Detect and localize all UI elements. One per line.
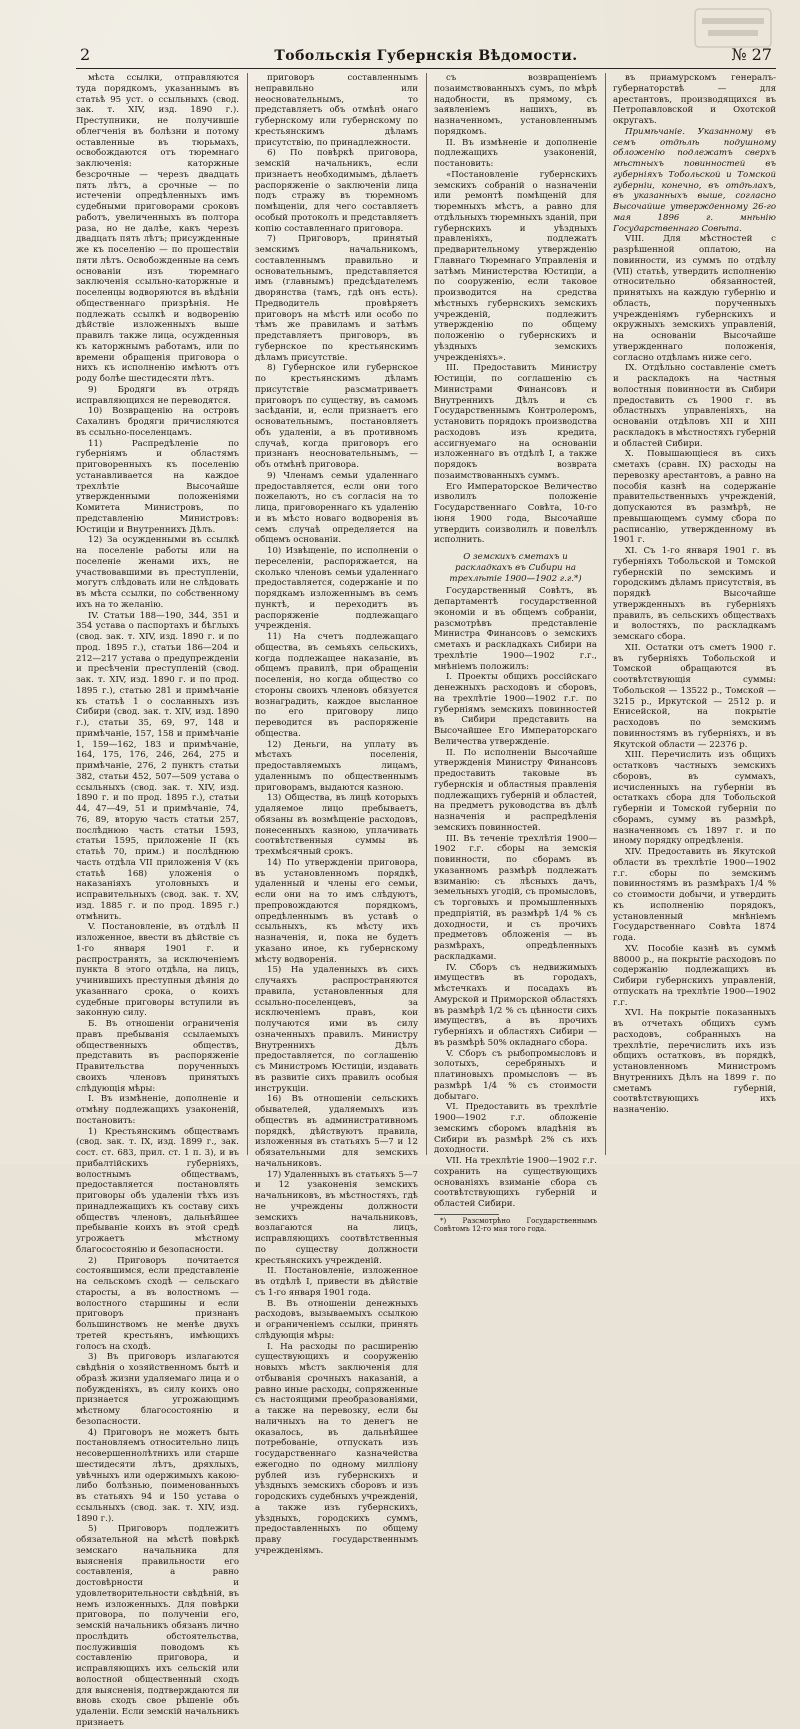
newspaper-title: Тобольскія Губернскія Вѣдомости. xyxy=(274,48,578,64)
paragraph: V. Сборъ съ рыбопромысловъ и золотыхъ, серебряныхъ и платиновыхъ промысловъ — въ размѣрѣ 1/4 % съ стоимости добытаго. xyxy=(434,1048,597,1102)
paragraph: Его Императорское Величество изволилъ положеніе Государственнаго Совѣта, 10-го іюня 1900 года, Высочайше утвердить соизволилъ и повелѣлъ исполнить. xyxy=(434,481,597,546)
paragraph: IV. Статьи 188—190, 344, 351 и 354 устава о паспортахъ и бѣглыхъ (свод. зак. т. XIV, изд. 1890 г. и по прод. 1895 г.), статьи 186—204 и 212—217 устава о предупрежденіи и пресѣченіи преступленій (свод. зак. т. XIV, изд. 1890 г. и по прод. 1895 г.), статью 281 и примѣчаніе къ статьѣ 1 о сосланныхъ изъ Сибири (свод. зак. т. XIV, изд. 1890 г.), статьи 35, 69, 97, 148 и примѣчаніе, 157, 158 и примѣчаніе 1, 159—162, 183 и примѣчаніе, 164, 175, 176, 246, 264, 275 и примѣчаніе, 276, 2 пунктъ статьи 382, статьи 452, 507—509 устава о ссыльныхъ (свод. зак. т. XIV, изд. 1890 г. и по прод. 1895 г.), статьи 44, 47—49, 51 и примѣчаніе, 74, 76, 89, вторую часть статьи 257, послѣднюю часть статьи 1593, статьи 1595, приложеніе II (къ статьѣ 70, прим.) и послѣднюю часть отдѣла VII приложенія V (къ статьѣ 168) уложенія о наказаніяхъ уголовныхъ и исправительныхъ (свод. зак. т. XV, изд. 1885 г. и по прод. 1895 г.) отмѣнить. xyxy=(76,610,239,922)
paragraph: V. Постановленіе, въ отдѣлѣ II изложенное, ввести въ дѣйствіе съ 1-го января 1901 г. и распространять, за исключеніемъ пункта 8 этого отдѣла, на лицъ, учинившихъ преступныя дѣянія до указаннаго срока, о коихъ судебные приговоры вступили въ законную силу. xyxy=(76,922,239,1019)
paragraph: Государственный Совѣтъ, въ департаментѣ государственной экономіи и въ общемъ собраніи, разсмотрѣвъ представленіе Министра Финансовъ о земскихъ сметахъ и раскладкахъ Сибири на трехлѣтіе 1900—1902 г.г., мнѣніемъ положилъ: xyxy=(434,586,597,672)
paragraph: III. Въ теченіе трехлѣтія 1900—1902 г.г. сборы на земскія повинности, по сборамъ въ указанномъ размѣрѣ подлежатъ взиманію: съ лѣсныхъ дачъ, земельныхъ угодій, съ промысловъ, съ торговыхъ и промышленныхъ предпріятій, въ размѣрѣ 1/4 % съ доходности, и съ прочихъ предметовъ обложенія — въ размѣрахъ, опредѣленныхъ раскладками. xyxy=(434,833,597,962)
paragraph: II. Постановленіе, изложенное въ отдѣлѣ I, привести въ дѣйствіе съ 1-го января 1901 года. xyxy=(255,1266,418,1298)
paragraph: 5) Приговоръ подлежитъ обязательной на мѣстѣ повѣркѣ земскаго начальника для выясненія правильности его составленія, а равно достовѣрности и удовлетворительности свѣдѣній, въ немъ изложенныхъ. Для повѣрки приговора, по полученіи его, земскій начальникъ обязанъ лично прослѣдить обстоятельства, послужившія поводомъ къ составленію приговора, и исправляющихъ ихъ сельскій или волостной общественный сходъ для выясненія, подтверждаются ли вновь сходъ свое рѣшеніе объ удаленіи. Если земскій начальникъ признаетъ xyxy=(76,1524,239,1728)
paragraph: 9) Бродяги въ отрядъ исправляющихся не переводятся. xyxy=(76,384,239,406)
paragraph: 10) Возвращенію на островъ Сахалинъ бродяги причисляются въ ссыльно-поселенцамъ. xyxy=(76,406,239,438)
column-4 xyxy=(605,73,776,1155)
paragraph: 1) Крестьянскимъ обществамъ (свод. зак. т. IX, изд. 1899 г., зак. сост. ст. 683, прил. ст. 1 п. 3), и въ прибалтійскихъ губерніяхъ, волостнымъ обществамъ, предоставляется постановлять приговоры объ удаленіи тѣхъ изъ принадлежащихъ къ составу сихъ обществъ членовъ, дальнѣйшее пребываніе коихъ въ этой средѣ угрожаетъ мѣстному благосостоянію и безопасности. xyxy=(76,1126,239,1255)
paragraph: 3) Въ приговоръ излагаются свѣдѣнія о хозяйственномъ бытѣ и образѣ жизни удаляемаго лица и о побужденіяхъ, въ силу коихъ оно признается угрожающимъ мѣстному благосостоянію и безопасности. xyxy=(76,1352,239,1427)
paragraph: II. По исполненіи Высочайше утвержденія Министру Финансовъ предоставить таковые въ губернскія и областныя правленія подлежащихъ губерній и областей, на предметъ руководства въ дѣлѣ назначенія и распредѣленія земскихъ повинностей. xyxy=(434,747,597,833)
paragraph: XII. Остатки отъ сметъ 1900 г. въ губерніяхъ Тобольской и Томской обращаются въ соотвѣтствующія суммы: Тобольской — 13522 р., Томской — 3215 р., Иркутской — 2512 р. и Енисейской, на покрытіе расходовъ по земскимъ повинностямъ въ губерніяхъ, и въ Якутской области — 22376 р. xyxy=(613,642,776,750)
header-divider xyxy=(76,68,776,69)
paragraph: XIII. Перечислить изъ общихъ остатковъ частныхъ земскихъ сборовъ, въ суммахъ, исчисленныхъ на губерніи въ остаткахъ сбора для Тобольской губерніи и Томской губерніи по сборамъ, сумму въ размѣрѣ, назначенномъ съ 1897 г. и по иному порядку опредѣленія. xyxy=(613,750,776,847)
library-stamp-icon xyxy=(694,8,772,48)
paragraph: IV. Сборъ съ недвижимыхъ имуществъ въ городахъ, мѣстечкахъ и посадахъ въ Амурской и Приморской областяхъ въ размѣрѣ 1/2 % съ цѣнности сихъ имуществъ, а въ прочихъ губерніяхъ и областяхъ Сибири — въ размѣрѣ 50% окладнаго сбора. xyxy=(434,962,597,1048)
paragraph: 9) Членамъ семьи удаленнаго предоставляется, если они того пожелаютъ, но съ согласія на то лица, приговореннаго къ удаленію и въ мѣсто новаго водворенія въ семъ случаѣ определяется на общемъ основаніи. xyxy=(255,470,418,546)
issue-number: № 27 xyxy=(731,45,772,64)
paragraph: VII. На трехлѣтіе 1900—1902 г.г. сохранить на существующихъ основаніяхъ взиманіе сбора съ соотвѣтствующихъ губерній и областей Сибири. xyxy=(434,1156,597,1209)
section-heading: О земскихъ сметахъ и раскладкахъ въ Сибири на трехлѣтіе 1900—1902 г.г.*) xyxy=(449,552,582,584)
paragraph: съ возвращеніемъ позаимствованныхъ сумъ, по мѣрѣ надобности, въ прямому, съ заявленіемъ нашихъ, въ назначенномъ, установленнымъ порядкомъ. xyxy=(434,73,597,137)
paragraph: III. Предоставить Министру Юстиціи, по соглашенію съ Министрами Финансовъ и Внутреннихъ Дѣлъ и съ Государственнымъ Контролеромъ, установить порядокъ производства расходовъ изъ кредита, ассигнуемаго на основаніи изложеннаго въ отдѣлѣ I, а также порядокъ возврата позаимствованныхъ суммъ. xyxy=(434,363,597,481)
column-2 xyxy=(247,73,418,1556)
paragraph: 17) Удаленныхъ въ статьяхъ 5—7 и 12 узаконенія земскихъ начальниковъ, въ мѣстностяхъ, гдѣ не учреждены должности земскихъ начальниковъ, возлагаются на лицъ, исправляющихъ соотвѣтственныя по существу должности крестьянскихъ учрежденій. xyxy=(255,1169,418,1266)
paragraph: I. Въ измѣненіе, дополненіе и отмѣну подлежащихъ узаконеній, постановить: xyxy=(76,1094,239,1126)
text-columns xyxy=(76,73,776,1728)
paragraph: I. На расходы по расширенію существующихъ и сооруженію новыхъ мѣстъ заключенія для отбыванія срочныхъ наказаній, а равно иные расходы, сопряженные съ настоящими преобразованіями, а также на перевозку, если бы наличныхъ на то денегъ не оказалось, въ дальнѣйшее потребованіе, отпускать изъ государственнаго казначейства ежегодно по одному милліону рублей изъ губернскихъ и уѣздныхъ земскихъ сборовъ и изъ городскихъ судебныхъ учрежденій, а также изъ губернскихъ, уѣздныхъ, городскихъ суммъ, предоставленныхъ по общему праву государственнымъ учрежденіямъ. xyxy=(255,1341,418,1556)
paragraph: 15) На удаленныхъ въ сихъ случаяхъ распространяются правила, установленныя для ссыльно-поселенцевъ, за исключеніемъ правъ, кои получаются ими въ силу означенныхъ правилъ. Министру Внутреннихъ Дѣлъ предоставляется, по соглашенію съ Министромъ Юстиціи, издавать въ развитіе сихъ правилъ особыя инструкціи. xyxy=(255,965,418,1094)
paragraph: «Постановленіе губернскихъ земскихъ собраній о назначеніи или ремонтѣ помѣщеній для тюремныхъ мѣстъ, а равно для отдѣльныхъ тюремныхъ зданій, при губернскихъ и уѣздныхъ правленіяхъ, подлежатъ предварительному утвержденію Главнаго Тюремнаго Управленія и затѣмъ Министерства Юстиціи, а по сооруженію, если таковое производится на средства мѣстныхъ губернскихъ земскихъ учрежденій, подлежитъ утвержденію по общему положенію о губернскихъ и уѣздныхъ земскихъ учрежденіяхъ». xyxy=(434,169,598,363)
paragraph: 11) На счетъ подлежащаго общества, въ семьяхъ сельскихъ, когда подлежащее наказаніе, въ общемъ правилѣ, при обращеніи поселенія, но когда общество со стороны своихъ членовъ обязуется вознаградить, каждое высланное по его приговору лицо переводится въ распоряженіе общества. xyxy=(255,632,418,739)
paragraph: Примѣчаніе. Указанному въ семъ отдѣлѣ подушному обложенію подлежатъ сверхъ мѣстныхъ повинностей въ губерніяхъ Тобольской и Томской губерніи, конечно, въ отдѣлахъ, въ указанныхъ выше, согласно Высочайше утвержденному 26-го мая 1896 г. мнѣнію Государственнаго Совѣта. xyxy=(613,126,776,234)
paragraph: 4) Приговоръ не можетъ быть постановляемъ относительно лицъ несовершеннолѣтнихъ или старше шестидесяти лѣтъ, дряхлыхъ, увѣчныхъ или одержимыхъ какою-либо болѣзнью, поименованныхъ въ статьяхъ 94 и 150 устава о ссыльныхъ (свод. зак. т. XIV, изд. 1890 г.). xyxy=(76,1427,239,1524)
paragraph: 12) Деньги, на уплату въ мѣстахъ поселенія, предоставляемыхъ лицамъ, удаленнымъ по общественнымъ приговорамъ, выдаются казною. xyxy=(255,739,418,793)
paragraph: VI. Предоставить въ трехлѣтіе 1900—1902 г.г. обложеніе земскимъ сборомъ владѣнія въ Сибири въ размѣрѣ 2% съ ихъ доходности. xyxy=(434,1102,597,1156)
paragraph: X. Повышающіеся въ сихъ сметахъ (сравн. IX) расходы на перевозку арестантовъ, а равно на пособія казнѣ на содержаніе правительственныхъ учрежденій, допускаются въ размѣрѣ, не превышающемъ сумму сбора по расписанію, утвержденному въ 1901 г. xyxy=(613,449,776,546)
paragraph: XIV. Предоставить въ Якутской области въ трехлѣтіе 1900—1902 г.г. сборы по земскимъ повинностямъ въ размѣрахъ 1/4 % со стоимости добычи, и утвердить къ исполненію порядокъ, установленный мнѣніемъ Государственнаго Совѣта 1874 года. xyxy=(613,847,776,943)
page-header xyxy=(36,10,778,68)
paragraph: В. Въ отношеніи денежныхъ расходовъ, вызываемыхъ ссылкою и ограниченіемъ ссылки, принять слѣдующія мѣры: xyxy=(255,1298,418,1341)
paragraph: XVI. На покрытіе показанныхъ въ отчетахъ общихъ сумъ расходовъ, собранныхъ на трехлѣтіе, перечислить ихъ изъ общихъ остатковъ, въ порядкѣ, установленномъ Министромъ Внутреннихъ Дѣлъ на 1899 г. по сметамъ губерній, соотвѣтствующихъ ихъ назначенію. xyxy=(613,1008,776,1115)
paragraph: въ приамурскомъ генералъ-губернаторствѣ — для арестантовъ, производящихся въ Петропавловской и Охотской округахъ. xyxy=(613,73,776,126)
paragraph: мѣста ссылки, отправляются туда порядкомъ, указаннымъ въ статьѣ 95 уст. о ссыльныхъ (свод. зак. т. XIV, изд. 1890 г.). Преступники, не получившіе облегченія въ болѣзни и потому оставленные въ тюрьмахъ, освобождаются отъ тюремнаго заключенія: каторжные безсрочные — черезъ двадцать пять лѣтъ, а срочные — по истеченіи опредѣленныхъ имъ судебными приговорами сроковъ работъ, увеличенныхъ въ полтора раза, но не далѣе, какъ черезъ двадцать пять лѣтъ; присужденные же къ поселенію — по прошествіи пяти лѣтъ. Освобожденные на семъ основаніи изъ тюремнаго заключенія ссыльно-каторжные и поселенцы водворяются въ вѣдѣніи общественнаго призрѣнія. Не подлежать ссылкѣ и водворенію дѣйствіе изложенныхъ выше правилъ также лица, осужденныя къ каторжнымъ работамъ, или по времени обращенія приговора о нихъ къ исполненію имѣютъ отъ роду болѣе шестидесяти лѣтъ. xyxy=(76,73,239,384)
paragraph: 10) Извѣщеніе, по исполненіи о переселеніи, распоряжается, на сколько членовъ семьи удаленнаго предоставляется, содержаніе и по порядкамъ изложеннымъ въ семъ пунктѣ, и переходитъ въ распоряженіе подлежащаго учрежденія. xyxy=(255,546,418,632)
paragraph: приговоръ составленнымъ неправильно или неосновательнымъ, то представляетъ объ отмѣнѣ онаго губернскому или губернскому по крестьянскимъ дѣламъ присутствію, по принадлежности. xyxy=(255,73,418,148)
footnote-divider xyxy=(434,1214,499,1215)
paragraph: 6) По повѣркѣ приговора, земскій начальникъ, если признаетъ необходимымъ, дѣлаетъ распоряженіе о заключеніи лица подъ стражу въ тюремномъ помѣщеніи, для чего составляетъ особый протоколъ и представляетъ копію составленнаго приговора. xyxy=(255,148,418,234)
paragraph: 2) Приговоръ почитается состоявшимся, если представленіе на сельскомъ сходѣ — сельскаго старосты, а въ волостномъ — волостного старшины и если приговоръ признанъ большинствомъ не менѣе двухъ третей крестьянъ, имѣющихъ голосъ на сходѣ. xyxy=(76,1255,239,1352)
paragraph: 7) Приговоръ, принятый земскимъ начальникомъ, составленнымъ правильно и основательнымъ, представляется имъ (главнымъ) предсѣдателемъ дворянства (тамъ, гдѣ онъ есть). Предводитель провѣряетъ приговоръ на мѣстѣ или особо по тѣмъ же правиламъ и затѣмъ представляетъ приговоръ, въ губернское по крестьянскимъ дѣламъ присутствіе. xyxy=(255,234,418,363)
footnote: *) Разсмотрѣно Государственнымъ Совѣтомъ 12-го мая того года. xyxy=(434,1216,597,1234)
paragraph: 14) По утвержденіи приговора, въ установленномъ порядкѣ, удаленный и члены его семьи, если они на то имъ слѣдуютъ, препровождаются порядкомъ, опредѣленнымъ въ уставѣ о ссыльныхъ, къ мѣсту ихъ назначенія, и, пока не будетъ указано иное, къ губернскому мѣсту водворенія. xyxy=(255,857,418,965)
paragraph: 12) За осужденными въ ссылкѣ на поселеніе работы или на поселеніе женами ихъ, не участвовавшими въ преступленіи, могутъ слѣдовать или не слѣдовать въ мѣста ссылки, по собственному ихъ на то желанію. xyxy=(76,535,239,610)
paragraph: 11) Распредѣленіе по губерніямъ и областямъ приговоренныхъ къ поселенію устанавливается на каждое трехлѣтіе Высочайше утвержденными положеніями Комитета Министровъ, по представленію Министровъ: Юстиціи и Внутреннихъ Дѣлъ. xyxy=(76,438,239,535)
paragraph: 8) Губернское или губернское по крестьянскимъ дѣламъ присутствіе разсматриваетъ приговоръ по существу, въ самомъ засѣданіи, и, если признаетъ его основательнымъ, постановляетъ объ удаленіи, а въ противномъ случаѣ, когда приговоръ его признанъ неосновательнымъ, — объ отмѣнѣ приговора. xyxy=(255,363,418,470)
paragraph: II. Въ измѣненіе и дополненіе подлежащихъ узаконеній, постановить: xyxy=(434,137,597,169)
paragraph: Б. Въ отношеніи ограниченія правъ пребыванія ссылаемыхъ общественныхъ обществъ, представить въ распоряженіе Правительства порученныхъ своихъ членовъ принятыхъ слѣдующія мѣры: xyxy=(76,1019,239,1094)
column-1 xyxy=(76,73,239,1728)
paragraph: XI. Съ 1-го января 1901 г. въ губерніяхъ Тобольской и Томской губернскій по земскимъ и городскимъ дѣламъ присутствія, въ порядкѣ Высочайше утвержденныхъ въ губерніяхъ правилъ, въ сельскихъ обществахъ и волостяхъ, по раскладкамъ земскаго сбора. xyxy=(613,546,776,642)
paragraph: I. Проекты общихъ россійскаго денежныхъ расходовъ и сборовъ, на трехлѣтіе 1900—1902 г.г. по губерніямъ земскихъ повинностей въ Сибири представить на Высочайшее Его Императорскаго Величества утвержденіе. xyxy=(434,672,597,747)
column-3 xyxy=(426,73,598,1234)
paragraph: VIII. Для мѣстностей с разрѣшенной оплатою, на повинности, из суммъ по отдѣлу (VII) статьѣ, утвердить исполненію относительно обязанностей, принятыхъ на каждую губернію и область, порученныхъ учрежденіямъ губернскихъ и окружныхъ земскихъ управленій, на основаніи Высочайше утвержденнаго положенія, согласно отдѣламъ ниже сего. xyxy=(613,234,776,363)
paragraph: 16) Въ отношеніи сельскихъ обывателей, удаляемыхъ изъ обществъ въ административномъ порядкѣ, дѣйствуютъ правила, изложенныя въ статьяхъ 5—7 и 12 обязательными для земскихъ начальниковъ. xyxy=(255,1094,418,1169)
paragraph: IX. Отдѣльно составленіе сметъ и раскладокъ на частныя волостныя повинности въ Сибири предоставить съ 1900 г. въ областныхъ управленіяхъ, на основаніи отдѣловъ XII и XIII раскладокъ в мѣстностяхъ губерній и областей Сибири. xyxy=(613,363,776,449)
paragraph: XV. Пособіе казнѣ въ суммѣ 88000 р., на покрытіе расходовъ по содержанію подлежащихъ въ Сибири губернскихъ управленій, отпускать на трехлѣтіе 1900—1902 г.г. xyxy=(613,943,776,1008)
paragraph: 13) Общества, въ лицѣ которыхъ удаляемое лицо пребываетъ, обязаны въ возмѣщеніе расходовъ, понесенныхъ казною, уплачивать соотвѣтственныя суммы въ трехмѣсячный срокъ. xyxy=(255,793,418,857)
page-number: 2 xyxy=(80,45,91,64)
